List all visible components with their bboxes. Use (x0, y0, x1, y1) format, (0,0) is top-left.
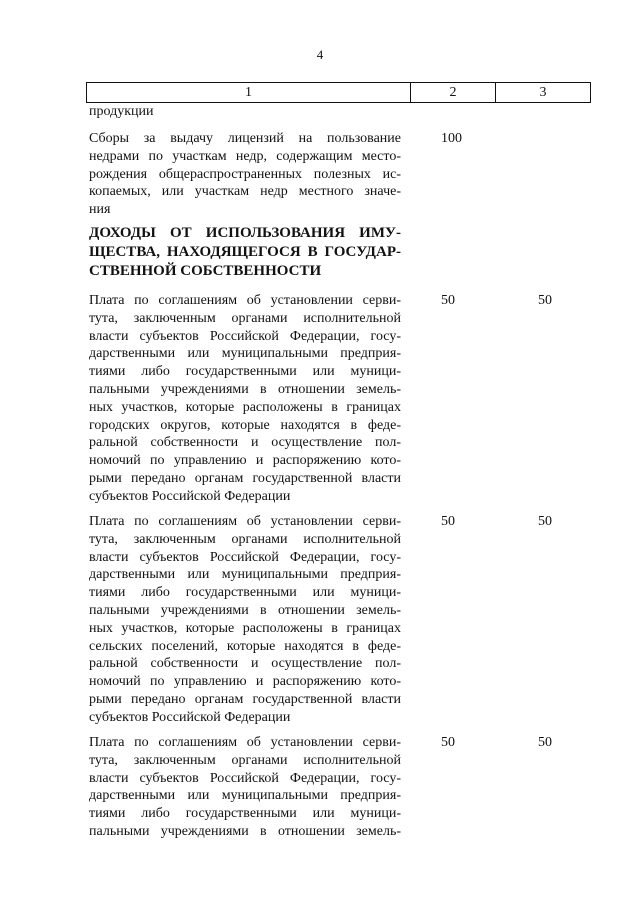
text-line: ния (89, 202, 111, 218)
text-line: рыми передано органам государственной власти (89, 470, 401, 486)
text-line: субъектов Российской Федерации (89, 709, 291, 725)
text-line: Плата по соглашениям об установлении серви- (89, 735, 401, 750)
text-line: ЩЕСТВА, НАХОДЯЩЕГОСЯ В ГОСУДАР- (89, 244, 401, 260)
heading-text (89, 224, 401, 281)
column-2-value: 50 (441, 735, 455, 750)
text-line: власти субъектов Российской Федерации, госу- (89, 549, 401, 565)
text-line: сельских поселений, которые находятся в феде- (89, 638, 401, 654)
page-number: 4 (316, 47, 324, 62)
text-line: ных участков, которые расположены в границах (89, 620, 401, 636)
text-line: городских округов, которые находятся в феде- (89, 417, 401, 433)
text-line: продукции (89, 104, 154, 119)
text-line: номочий по управлению и распоряжению кото- (89, 453, 401, 469)
row-text (89, 103, 401, 121)
text-line: власти субъектов Российской Федерации, госу- (89, 770, 401, 786)
text-line: дарственными или муниципальными предприя- (89, 346, 401, 362)
text-line: тиями либо государственными или муници- (89, 364, 401, 380)
text-line: власти субъектов Российской Федерации, госу- (89, 328, 401, 344)
text-line: тиями либо государственными или муници- (89, 585, 401, 601)
text-line: Плата по соглашениям об установлении серви- (89, 514, 401, 529)
text-line: тиями либо государственными или муници- (89, 806, 401, 822)
row-text (89, 734, 401, 841)
text-line: пальными учреждениями в отношении земель- (89, 602, 401, 618)
column-3-value: 50 (538, 735, 552, 750)
column-3-value: 50 (538, 293, 552, 308)
text-line: Сборы за выдачу лицензий на пользование (89, 131, 401, 146)
text-line: рождения общераспространенных полезных ис- (89, 166, 401, 182)
text-line: ных участков, которые расположены в границах (89, 399, 401, 415)
row-text (89, 292, 401, 506)
text-line: недрами по участкам недр, содержащим место- (89, 148, 401, 164)
text-line: СТВЕННОЙ СОБСТВЕННОСТИ (89, 263, 322, 279)
column-3-value: 50 (538, 514, 552, 529)
column-header-1: 1 (87, 83, 411, 103)
text-line: субъектов Российской Федерации (89, 488, 291, 504)
text-line: ДОХОДЫ ОТ ИСПОЛЬЗОВАНИЯ ИМУ- (89, 225, 401, 241)
column-2-value: 100 (441, 131, 462, 146)
text-line: рыми передано органам государственной власти (89, 691, 401, 707)
text-line: пальными учреждениями в отношении земель- (89, 381, 401, 397)
table-header (86, 82, 591, 103)
text-line: копаемых, или участкам недр местного значе- (89, 184, 401, 200)
text-line: номочий по управлению и распоряжению кото- (89, 674, 401, 690)
column-header-3: 3 (496, 83, 591, 103)
text-line: ральной собственности и осуществление пол- (89, 435, 401, 451)
text-line: пальными учреждениями в отношении земель- (89, 823, 401, 839)
column-2-value: 50 (441, 293, 455, 308)
text-line: дарственными или муниципальными предприя- (89, 788, 401, 804)
text-line: дарственными или муниципальными предприя- (89, 567, 401, 583)
text-line: тута, заключенным органами исполнительной (89, 310, 401, 326)
text-line: ральной собственности и осуществление пол- (89, 656, 401, 672)
column-header-2: 2 (411, 83, 496, 103)
row-text (89, 130, 401, 219)
row-text (89, 513, 401, 727)
text-line: тута, заключенным органами исполнительной (89, 752, 401, 768)
text-line: тута, заключенным органами исполнительной (89, 531, 401, 547)
column-2-value: 50 (441, 514, 455, 529)
text-line: Плата по соглашениям об установлении серви- (89, 293, 401, 308)
